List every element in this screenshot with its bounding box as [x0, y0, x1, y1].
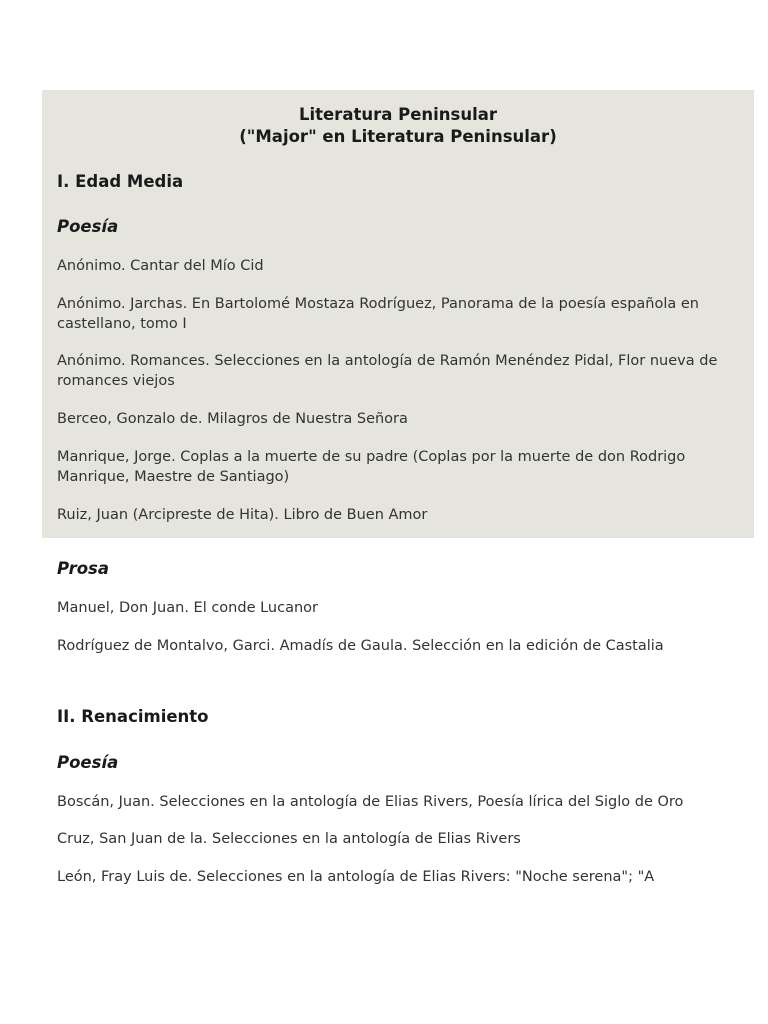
list-item: Ruiz, Juan (Arcipreste de Hita). Libro de Buen Amor [57, 507, 428, 523]
list-item: Manrique, Jorge. Coplas a la muerte de su padre (Coplas por la muerte de don Rodrigo Manrique, Maestre de Santiago) [57, 449, 686, 485]
list-item: Boscán, Juan. Selecciones en la antología de Elias Rivers, Poesía lírica del Siglo de Oro [57, 794, 684, 810]
section-heading-renacimiento: II. Renacimiento [57, 707, 209, 726]
list-item: Berceo, Gonzalo de. Milagros de Nuestra Señora [57, 411, 408, 427]
list-item: Manuel, Don Juan. El conde Lucanor [57, 600, 318, 616]
document-title: Literatura Peninsular [298, 105, 498, 124]
list-item: Anónimo. Jarchas. En Bartolomé Mostaza Rodríguez, Panorama de la poesía española en castellano, tomo I [57, 296, 699, 332]
list-item: León, Fray Luis de. Selecciones en la antología de Elias Rivers: "Noche serena"; "A [57, 869, 655, 885]
subsection-heading-prosa: Prosa [57, 559, 110, 578]
list-item: Anónimo. Cantar del Mío Cid [57, 258, 264, 274]
list-item: Rodríguez de Montalvo, Garci. Amadís de Gaula. Selección en la edición de Castalia [57, 638, 664, 654]
subsection-heading-poesia: Poesía [57, 217, 119, 236]
list-item: Anónimo. Romances. Selecciones en la antología de Ramón Menéndez Pidal, Flor nueva de romances viejos [57, 353, 718, 389]
document-subtitle: ("Major" en Literatura Peninsular) [239, 127, 557, 146]
section-heading-edad-media: I. Edad Media [57, 172, 184, 191]
list-item: Cruz, San Juan de la. Selecciones en la antología de Elias Rivers [57, 831, 521, 847]
subsection-heading-poesia: Poesía [57, 753, 119, 772]
